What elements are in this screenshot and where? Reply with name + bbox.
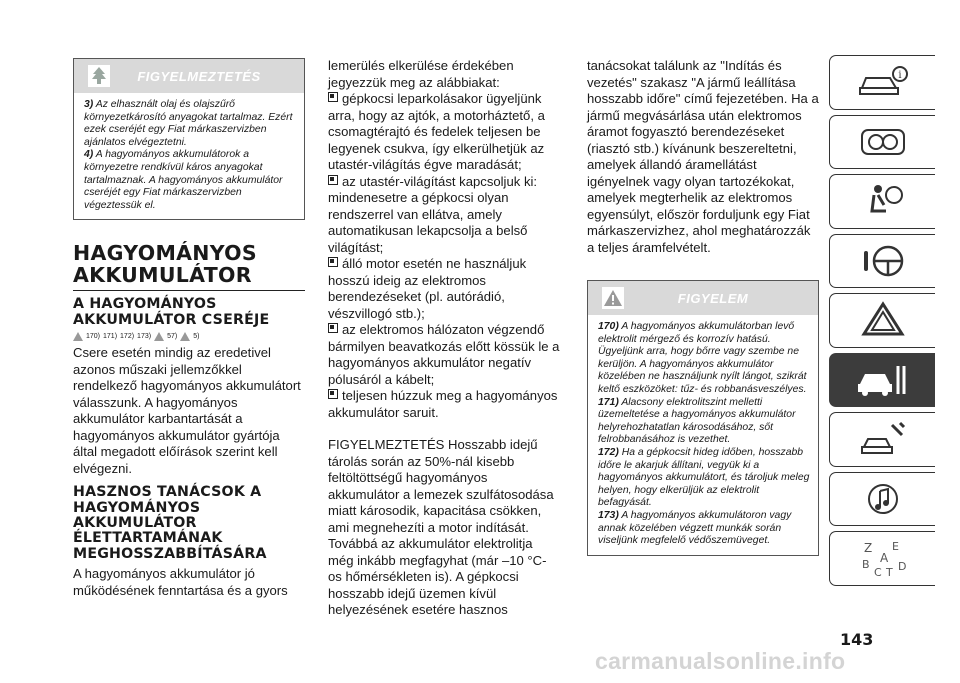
list-item: gépkocsi leparkolásakor ügyeljünk arra, hogy az ajtók, a motorháztető, a csomagtérajtó és fedelek teljesen be legyenek csukva, így elkerülhetjük az utastér-világítás égve maradását; <box>328 91 545 172</box>
notice-item-text: A hagyományos akkumulátorok a környezetre rendkívül káros anyagokat tartalmaznak. A hagyományos akkumulátor cseréjét egy Fiat márkaszervizben végeztessük el. <box>84 149 283 211</box>
section-heading: HAGYOMÁNYOS AKKUMULÁTOR <box>73 242 305 291</box>
wrench-car-icon <box>856 419 910 459</box>
index-letter: D <box>897 560 906 574</box>
body-paragraph: Csere esetén mindig az eredetivel azonos műszaki jellemzőkkel rendelkező hagyományos akkumulátort válasszunk. A hagyományos akkumulátor karbantartását a hagyományos akkumulátor gyártója által megadott előírások szerint kell elvégezni. <box>73 345 301 476</box>
multimedia-icon <box>856 479 910 519</box>
tab-multimedia[interactable] <box>829 472 935 527</box>
notice-body <box>74 93 304 219</box>
tab-index[interactable] <box>829 531 935 586</box>
warning-title: FIGYELEM <box>677 290 749 306</box>
tab-emergency[interactable] <box>829 293 935 348</box>
column-3 <box>587 58 819 556</box>
column-2 <box>328 58 560 619</box>
index-letter: B <box>861 558 870 572</box>
tab-safety[interactable] <box>829 174 935 229</box>
notice-item-num: 3) <box>84 99 94 110</box>
tree-icon <box>88 65 110 87</box>
list-item: álló motor esetén ne használjuk hosszú ideig az elektromos berendezéseket (pl. autórádió, vészvillogó stb.); <box>328 256 527 321</box>
environment-icon <box>180 332 190 341</box>
notice-title: FIGYELMEZTETÉS <box>137 68 261 84</box>
ref-label: 172) <box>120 333 135 341</box>
index-letter: T <box>885 566 893 579</box>
warning-triangle-icon <box>856 300 910 340</box>
ref-label: 171) <box>103 333 118 341</box>
warning-box <box>587 280 819 556</box>
reference-list <box>73 332 305 341</box>
car-tools-icon <box>856 360 910 400</box>
car-info-icon <box>856 62 910 102</box>
warning-item: 173) A hagyományos akkumulátoron vagy annak közelében végzett munkák során viseljünk megfelelő védőszemüveget. <box>598 509 792 547</box>
ref-label: 57) <box>167 333 178 341</box>
index-letters-icon <box>856 538 910 578</box>
dashboard-icon <box>856 122 910 162</box>
bullet-icon <box>328 323 338 333</box>
warning-body <box>588 315 818 555</box>
airbag-seat-icon <box>856 181 910 221</box>
warning-item: 171) Alacsony elektrolitszint melletti üzemeltetése a hagyományos akkumulátor helyrehozhatatlan károsodásához, sőt felrobbanásához is vezethet. <box>598 396 796 446</box>
bullet-icon <box>328 175 338 185</box>
tab-driving[interactable] <box>829 234 935 289</box>
warning-header <box>588 281 818 315</box>
notice-item <box>84 149 296 212</box>
tab-dashboard[interactable] <box>829 115 935 170</box>
warning-item: 170) A hagyományos akkumulátorban levő elektrolit mérgező és korrozív hatású. Ügyeljünk arra, hogy bőrre vagy szembe ne kerüljön. A hagyományos akkumulátor közelében ne használjunk nyílt lángot, szikrát keltő eszközöket: tűz- és robbanásveszélyes. <box>598 321 807 395</box>
bullet-icon <box>328 389 338 399</box>
notice-item-num: 4) <box>84 149 94 161</box>
index-letter: C <box>873 566 882 579</box>
index-letter: Z <box>863 541 872 556</box>
body-paragraph: lemerülés elkerülése érdekében jegyezzük meg az alábbiakat: <box>328 58 514 90</box>
ref-label: 170) <box>86 333 101 341</box>
tab-car-info[interactable] <box>829 55 935 110</box>
subsection-heading: A HAGYOMÁNYOS AKKUMULÁTOR CSERÉJE <box>73 296 270 328</box>
warning-item: 172) Ha a gépkocsit hideg időben, hosszabb időre le akarjuk állítani, vegyük ki a hagyományos akkumulátort, és tároljuk meleg helyen, hogy elkerüljük az elektrolit befagyását. <box>598 446 810 509</box>
subsection-heading: HASZNOS TANÁCSOK A HAGYOMÁNYOS AKKUMULÁTOR ÉLETTARTAMÁNAK MEGHOSSZABBÍTÁSÁRA <box>73 484 267 562</box>
warning-icon <box>73 332 83 341</box>
svg-text:i: i <box>897 70 902 82</box>
bullet-icon <box>328 92 338 102</box>
body-paragraph: tanácsokat találunk az "Indítás és vezetés" szakasz "A jármű leállítása hosszabb időre" című fejezetében. Ha a jármű megvásárlása után elektromos áramot fogyasztó berendezéseket (riasztó stb.) kívánunk beszereltetni, amelyek állandó áramellátást igényelnek vagy olyan tartozékokat, amelyek megterhelik az elektromos egyensúlyt, először forduljunk egy Fiat márkaszervizhez, ahol meghatározzák a teljes áramfelvételt. <box>587 58 819 255</box>
index-letter: E <box>891 540 899 554</box>
chapter-tabs <box>829 55 935 591</box>
bullet-icon <box>328 257 338 267</box>
steering-wheel-icon <box>856 241 910 281</box>
list-item: az elektromos hálózaton végzendő bármilyen beavatkozás előtt kössük le a hagyományos akkumulátor negatív pólusáról a kábelt; <box>328 322 560 387</box>
ref-label: 5) <box>193 333 200 341</box>
body-paragraph: FIGYELMEZTETÉS Hosszabb idejű tárolás során az 50%-nál kisebb feltöltöttségű hagyományos akkumulátor a lemezek szulfátosodása miatt károsodik, kapacitása csökken, ami megnehezíti a motor indítását. Továbbá az akkumulátor elektrolitja még inkább megfagyhat (már –10 °C-os hőmérsékleten is). A gépkocsi hosszabb idejű üzemen kívül helyezésének esetére hasznos <box>328 437 554 617</box>
notice-box <box>73 58 305 220</box>
tab-technical-data[interactable] <box>829 412 935 467</box>
notice-item <box>84 99 296 149</box>
warning-icon <box>154 332 164 341</box>
body-paragraph: A hagyományos akkumulátor jó működésének fenntartása és a gyors <box>73 566 288 598</box>
list-item: az utastér-világítást kapcsoljuk ki: mindenesetre a gépkocsi olyan rendszerrel van ellátva, amely automatikusan lekapcsolja a belső világítást; <box>328 173 538 255</box>
notice-item-text: Az elhasznált olaj és olajszűrő környezetkárosító anyagokat tartalmaz. Ezért ezek cseréjét egy Fiat márkaszervizben ajánlatos elvégeztetni. <box>84 99 293 148</box>
watermark: carmanualsonline.info <box>595 648 846 674</box>
index-letter: A <box>879 551 888 566</box>
notice-header <box>74 59 304 93</box>
column-1 <box>73 58 305 599</box>
list-item: teljesen húzzuk meg a hagyományos akkumulátor saruit. <box>328 388 558 420</box>
page-number: 143 <box>840 630 874 649</box>
warning-triangle-icon <box>602 287 624 309</box>
ref-label: 173) <box>137 333 152 341</box>
tab-maintenance[interactable] <box>829 353 935 408</box>
